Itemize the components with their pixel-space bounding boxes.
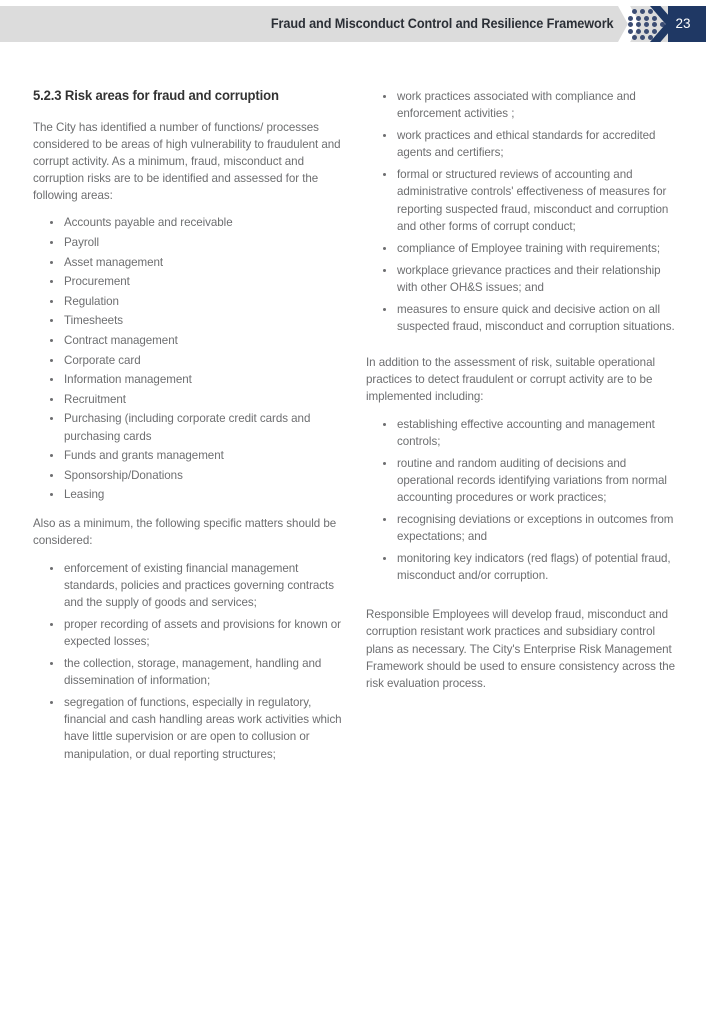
page-header bbox=[0, 6, 706, 42]
list-item: Recruitment bbox=[33, 391, 345, 408]
addition-paragraph: In addition to the assessment of risk, suitable operational practices to detect fraudulent or corrupt activity are to be implemented including: bbox=[366, 356, 655, 404]
risk-areas-list bbox=[33, 214, 345, 503]
list-item: compliance of Employee training with requirements; bbox=[366, 240, 678, 257]
right-column bbox=[366, 88, 678, 692]
list-item: formal or structured reviews of accounting and administrative controls' effectiveness of measures for reporting suspected fraud, misconduct and corruption and other forms of corrupt conduct; bbox=[366, 166, 678, 234]
list-item: Accounts payable and receivable bbox=[33, 214, 345, 231]
list-item: work practices associated with compliance and enforcement activities ; bbox=[366, 88, 678, 122]
list-item: proper recording of assets and provisions for known or expected losses; bbox=[33, 616, 345, 650]
page-number: 23 bbox=[675, 16, 691, 31]
header-title: Fraud and Misconduct Control and Resilience Framework bbox=[271, 16, 614, 31]
minimum-paragraph: Also as a minimum, the following specific matters should be considered: bbox=[33, 517, 337, 548]
specific-matters-list bbox=[33, 560, 345, 763]
list-item: monitoring key indicators (red flags) of potential fraud, misconduct and/or corruption. bbox=[366, 550, 678, 584]
list-item: recognising deviations or exceptions in outcomes from expectations; and bbox=[366, 511, 678, 545]
list-item: Information management bbox=[33, 371, 345, 388]
list-item: work practices and ethical standards for accredited agents and certifiers; bbox=[366, 127, 678, 161]
list-item: Funds and grants management bbox=[33, 447, 345, 464]
list-item: Leasing bbox=[33, 486, 345, 503]
list-item: establishing effective accounting and management controls; bbox=[366, 416, 678, 450]
list-item: Procurement bbox=[33, 273, 345, 290]
specific-matters-continued-list bbox=[366, 88, 678, 335]
list-item: Sponsorship/Donations bbox=[33, 467, 345, 484]
page-title: 5.2.3 Risk areas for fraud and corruption bbox=[33, 88, 279, 103]
list-item: Asset management bbox=[33, 254, 345, 271]
intro-paragraph: The City has identified a number of functions/ processes considered to be areas of high vulnerability to fraudulent and corrupt activity. As a minimum, fraud, misconduct and corruption risks are to be identified and assessed for the following areas: bbox=[33, 121, 341, 203]
list-item: workplace grievance practices and their relationship with other OH&S issues; and bbox=[366, 262, 678, 296]
list-item: measures to ensure quick and decisive action on all suspected fraud, misconduct and corruption situations. bbox=[366, 301, 678, 335]
list-item: enforcement of existing financial management standards, policies and practices governing contracts and the supply of goods and services; bbox=[33, 560, 345, 611]
list-item: Contract management bbox=[33, 332, 345, 349]
list-item: Timesheets bbox=[33, 312, 345, 329]
left-column bbox=[33, 88, 345, 768]
list-item: Corporate card bbox=[33, 352, 345, 369]
list-item: segregation of functions, especially in regulatory, financial and cash handling areas work activities which have little supervision or are open to collusion or manipulation, or dual reporting structures; bbox=[33, 694, 345, 762]
list-item: Payroll bbox=[33, 234, 345, 251]
closing-paragraph: Responsible Employees will develop fraud, misconduct and corruption resistant work practices and subsidiary control plans as necessary. The City's Enterprise Risk Management Framework should be used to ensure consistency across the risk evaluation process. bbox=[366, 608, 676, 690]
list-item: routine and random auditing of decisions and operational records identifying variations from normal accounting procedures or work practices; bbox=[366, 455, 678, 506]
operational-practices-list bbox=[366, 416, 678, 585]
list-item: Regulation bbox=[33, 293, 345, 310]
list-item: the collection, storage, management, handling and dissemination of information; bbox=[33, 655, 345, 689]
list-item: Purchasing (including corporate credit cards and purchasing cards bbox=[33, 410, 345, 444]
